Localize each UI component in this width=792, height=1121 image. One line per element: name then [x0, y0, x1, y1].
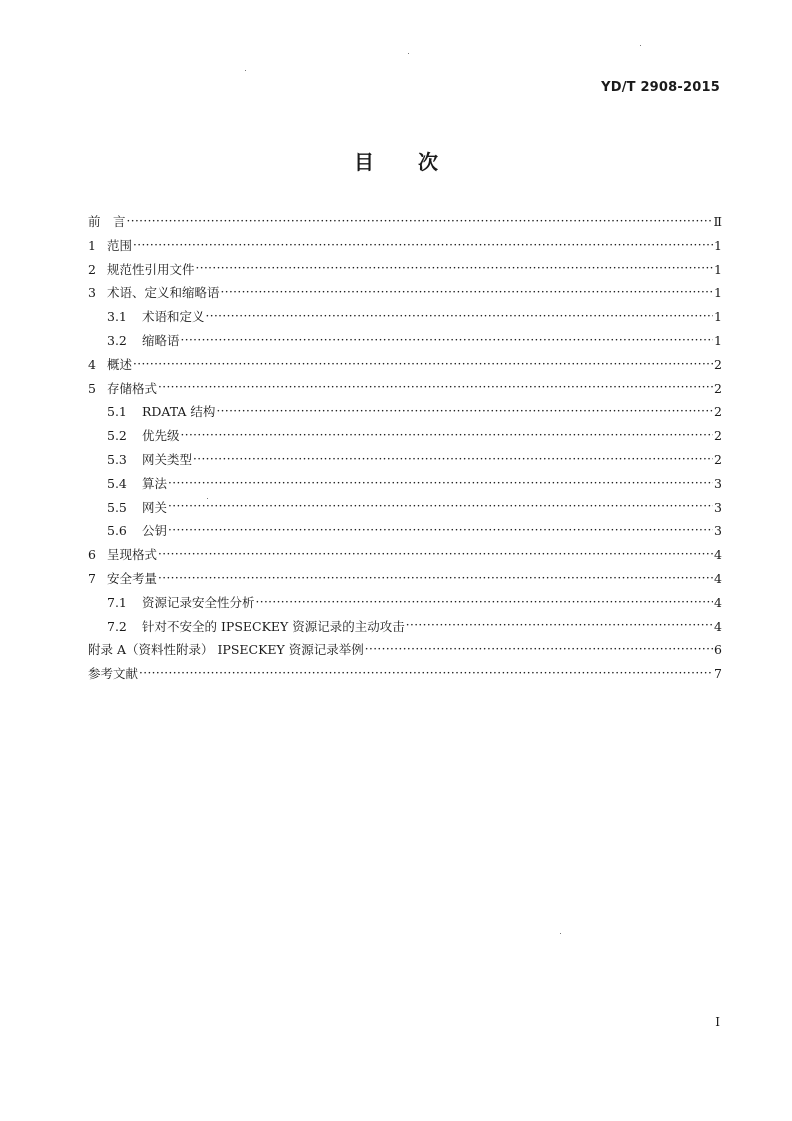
toc-entry-page: 3 [714, 499, 722, 515]
toc-leader-dots [168, 503, 713, 515]
table-of-contents [88, 212, 722, 688]
toc-entry-label: 缩略语 [142, 332, 180, 348]
toc-entry-page: 1 [714, 261, 722, 277]
scan-speck [408, 53, 409, 54]
toc-entry-label: 规范性引用文件 [107, 261, 195, 277]
toc-entry[interactable] [88, 569, 722, 593]
toc-leader-dots [256, 599, 714, 611]
toc-entry[interactable] [88, 260, 722, 284]
toc-entry[interactable] [88, 474, 722, 498]
toc-entry-number: 3.1 [107, 309, 127, 325]
toc-entry[interactable] [88, 545, 722, 569]
toc-entry-page: 2 [714, 451, 722, 467]
standard-code: YD/T 2908-2015 [601, 80, 720, 95]
toc-entry-page: 2 [714, 428, 722, 444]
toc-entry-page: 3 [714, 523, 722, 539]
toc-entry-label: 术语和定义 [142, 309, 205, 325]
toc-entry-label: 范围 [107, 237, 133, 253]
toc-entry-page: 1 [714, 332, 722, 348]
toc-title-char-2: 次 [418, 150, 438, 174]
toc-entry[interactable] [88, 593, 722, 617]
toc-entry-label: 网关类型 [142, 451, 193, 467]
toc-entry-number: 4 [88, 356, 96, 372]
toc-entry[interactable] [88, 498, 722, 522]
toc-leader-dots [216, 408, 713, 420]
toc-leader-dots [168, 480, 713, 492]
toc-leader-dots [158, 575, 713, 587]
toc-entry-page: 7 [714, 666, 722, 682]
page-folio: I [715, 1015, 720, 1029]
toc-leader-dots [158, 551, 713, 563]
toc-leader-dots [139, 670, 713, 682]
toc-leader-dots [196, 265, 714, 277]
toc-leader-dots [133, 361, 713, 373]
toc-entry-label: 优先级 [142, 428, 180, 444]
toc-entry[interactable] [88, 355, 722, 379]
toc-entry-page: 1 [714, 309, 722, 325]
toc-entry-page: 4 [714, 594, 722, 610]
toc-entry-number: 5.6 [107, 523, 127, 539]
toc-leader-dots [221, 289, 714, 301]
toc-entry-page: 6 [714, 642, 722, 658]
toc-entry-label: RDATA 结构 [142, 404, 216, 420]
toc-entry-number: 2 [88, 261, 96, 277]
toc-entry-page: 2 [714, 380, 722, 396]
toc-entry-label: 公钥 [142, 523, 168, 539]
toc-entry[interactable] [88, 450, 722, 474]
toc-entry-number: 7 [88, 570, 96, 586]
toc-leader-dots [158, 384, 713, 396]
toc-entry-page: 4 [714, 618, 722, 634]
toc-leader-dots [206, 313, 714, 325]
toc-entry-number: 3 [88, 285, 96, 301]
toc-entry-page: 2 [714, 356, 722, 372]
toc-entry-page: 4 [714, 570, 722, 586]
toc-entry-number: 5.1 [107, 404, 127, 420]
toc-title [0, 146, 792, 175]
toc-entry[interactable] [88, 379, 722, 403]
toc-entry-number: 5.3 [107, 451, 127, 467]
toc-entry-label: 呈现格式 [107, 547, 158, 563]
toc-entry-number: 7.1 [107, 594, 127, 610]
scan-speck [245, 70, 246, 71]
toc-entry-label: 资源记录安全性分析 [142, 594, 255, 610]
toc-leader-dots [365, 646, 713, 658]
toc-entry-label: 存储格式 [107, 380, 158, 396]
toc-entry[interactable] [88, 426, 722, 450]
toc-entry[interactable] [88, 307, 722, 331]
toc-entry-number: 5.2 [107, 428, 127, 444]
toc-entry-number: 6 [88, 547, 96, 563]
toc-entry-label: 术语、定义和缩略语 [107, 285, 220, 301]
toc-leader-dots [127, 218, 713, 230]
toc-leader-dots [168, 527, 713, 539]
toc-entry[interactable] [88, 521, 722, 545]
toc-entry[interactable] [88, 402, 722, 426]
toc-entry-label: 前 言 [88, 214, 126, 229]
scan-speck [207, 498, 208, 499]
toc-leader-dots [181, 432, 714, 444]
toc-entry-number: 1 [88, 237, 96, 253]
toc-entry[interactable] [88, 331, 722, 355]
toc-entry-label: 算法 [142, 475, 168, 491]
toc-entry-label: 参考文献 [88, 666, 139, 682]
toc-entry[interactable] [88, 640, 722, 664]
toc-entry-number: 5.4 [107, 475, 127, 491]
toc-leader-dots [181, 337, 714, 349]
toc-entry-number: 7.2 [107, 618, 127, 634]
toc-entry[interactable] [88, 283, 722, 307]
toc-entry-page: 1 [714, 237, 722, 253]
toc-entry-page: Ⅱ [713, 214, 722, 229]
scan-speck [560, 933, 561, 934]
toc-entry-label: 针对不安全的 IPSECKEY 资源记录的主动攻击 [142, 618, 405, 634]
toc-entry-number: 5 [88, 380, 96, 396]
toc-title-char-1: 目 [354, 150, 374, 174]
toc-entry-page: 3 [714, 475, 722, 491]
toc-entry-label: 安全考量 [107, 570, 158, 586]
scan-speck [640, 45, 641, 46]
toc-entry-label: 附录 A（资料性附录） IPSECKEY 资源记录举例 [88, 642, 364, 658]
toc-leader-dots [406, 622, 713, 634]
toc-entry-page: 2 [714, 404, 722, 420]
toc-entry-label: 网关 [142, 499, 168, 515]
toc-entry-page: 1 [714, 285, 722, 301]
toc-entry[interactable] [88, 236, 722, 260]
toc-entry-label: 概述 [107, 356, 133, 372]
toc-entry[interactable] [88, 212, 722, 236]
toc-leader-dots [133, 242, 713, 254]
toc-entry-page: 4 [714, 547, 722, 563]
toc-leader-dots [193, 456, 713, 468]
toc-entry-number: 3.2 [107, 332, 127, 348]
toc-entry-number: 5.5 [107, 499, 127, 515]
toc-entry[interactable] [88, 617, 722, 641]
toc-entry[interactable] [88, 664, 722, 688]
